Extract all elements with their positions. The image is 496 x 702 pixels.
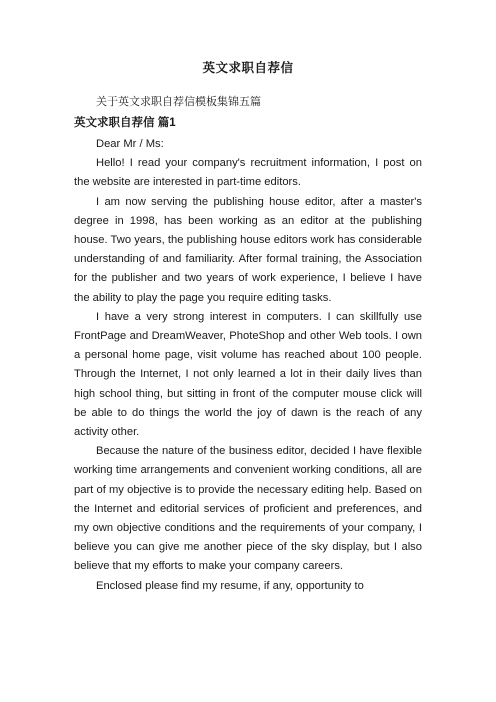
body-paragraph: I am now serving the publishing house editor, after a master's degree in 1998, has been working as an editor at the publishing house. Two years, the publishing house editors work has considerable understanding of and familiarity. After formal training, the Association for the publisher and two years of work experience, I believe I have the ability to play the page you require editing tasks.: [74, 195, 422, 304]
document-subtitle: 关于英文求职自荐信模板集锦五篇: [96, 96, 261, 108]
body-paragraph: Enclosed please find my resume, if any, opportunity to: [96, 579, 364, 592]
body-paragraph: Because the nature of the business editor, decided I have flexible working time arrangements and convenient working conditions, all are part of my objective is to provide the necessary editing help. Based on the Internet and editorial services of proficient and preferences, and my own objective conditions and the requirements of your company, I believe you can give me another piece of the sky display, but I also believe that my efforts to make your company careers.: [74, 445, 422, 573]
document-title: 英文求职自荐信: [202, 61, 294, 75]
section-heading: 英文求职自荐信 篇1: [74, 117, 176, 129]
salutation: Dear Mr / Ms:: [96, 138, 164, 150]
body-paragraph: I have a very strong interest in computers. I can skillfully use FrontPage and DreamWeaver, PhoteShop and other Web tools. I own a personal home page, visit volume has reached about 100 people. Through the Internet, I not only learned a lot in their daily lives than high school thing, but sitting in front of the computer mouse click will be able to do things the world the joy of dawn is the reach of any activity other.: [74, 310, 422, 439]
body-paragraph: Hello! I read your company's recruitment information, I post on the website are interested in part-time editors.: [74, 157, 422, 189]
